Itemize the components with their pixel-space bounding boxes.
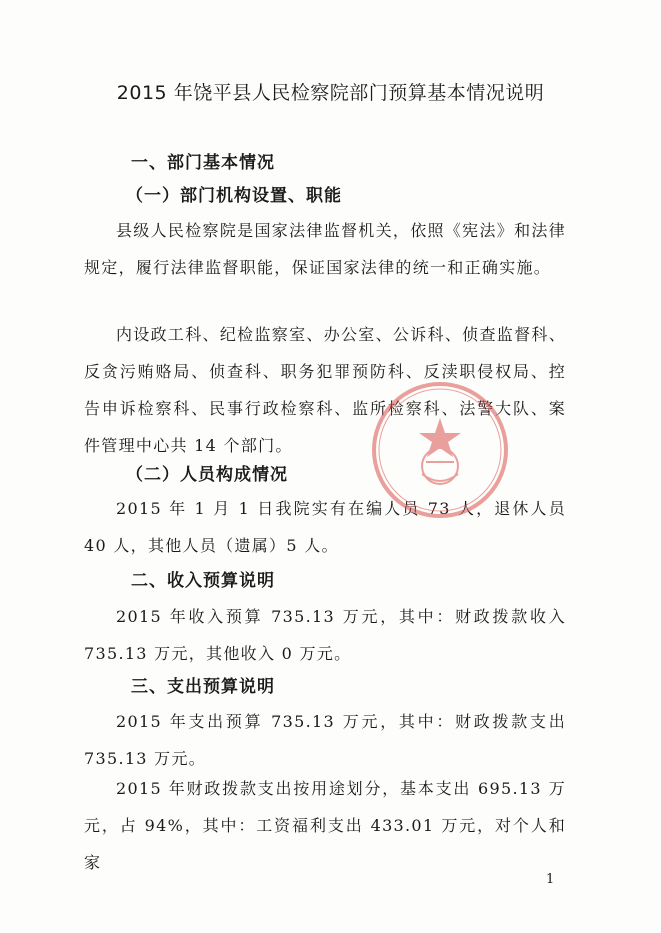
paragraph-staff: 2015 年 1 月 1 日我院实有在编人员 73 人，退休人员 40 人，其他人员（遗属）5 人。: [84, 499, 566, 555]
page-number: 1: [546, 872, 555, 887]
paragraph-expenditure: 2015 年支出预算 735.13 万元，其中：财政拨款支出 735.13 万元。: [84, 712, 566, 768]
paragraph-income: 2015 年收入预算 735.13 万元，其中：财政拨款收入 735.13 万元，其他收入 0 万元。: [84, 607, 566, 663]
official-seal-stamp: [368, 378, 512, 522]
paragraph-departments: 内设政工科、纪检监察室、办公室、公诉科、侦查监督科、反贪污贿赂局、侦查科、职务犯罪预防科、反渎职侵权局、控告申诉检察科、民事行政检察科、监所检察科、法警大队、案件管理中心共 14 个部门。: [84, 325, 566, 455]
paragraph-expenditure-breakdown: 2015 年财政拨款支出按用途划分，基本支出 695.13 万元，占 94%，其中：工资福利支出 433.01 万元，对个人和家: [84, 779, 566, 872]
document-title: 2015 年饶平县人民检察院部门预算基本情况说明: [116, 82, 545, 104]
subsection-heading-structure: （一）部门机构设置、职能: [126, 186, 342, 206]
paragraph-functions: 县级人民检察院是国家法律监督机关，依照《宪法》和法律规定，履行法律监督职能，保证国家法律的统一和正确实施。: [84, 221, 566, 277]
section-heading-income: 二、收入预算说明: [131, 571, 275, 591]
section-heading-expenditure: 三、支出预算说明: [131, 677, 275, 697]
subsection-heading-staff: （二）人员构成情况: [126, 465, 288, 485]
section-heading-basic-info: 一、部门基本情况: [131, 153, 275, 173]
